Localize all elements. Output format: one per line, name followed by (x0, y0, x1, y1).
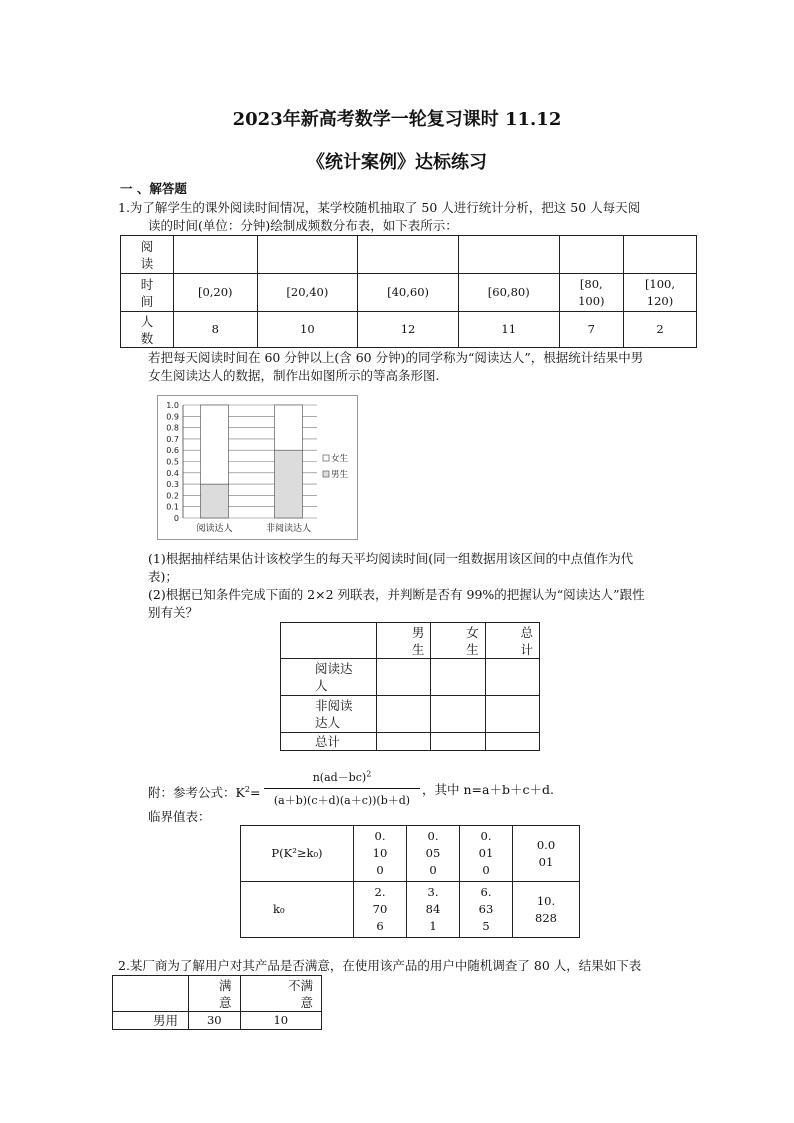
header-char: 总 (520, 624, 533, 640)
y-tick-label: 0 (173, 514, 179, 523)
y-tick-label: 0.7 (166, 434, 179, 444)
header-char: 男 (411, 624, 425, 640)
q1-after-line2: 女生阅读达人的数据，制作出如图所示的等高条形图. (148, 368, 440, 383)
table-cell (431, 696, 485, 733)
value-part: 6 (376, 919, 384, 933)
doc-subtitle: 《统计案例》达标练习 (307, 152, 487, 173)
count-cell: 2 (623, 312, 696, 348)
row-header-char: 阅 (140, 238, 154, 254)
row-header-char: 数 (140, 330, 154, 346)
critical-value-table (240, 825, 580, 938)
count-cell: 8 (174, 312, 258, 348)
table-cell (458, 236, 559, 274)
q1-part1-line1: (1)根据抽样结果估计该校学生的每天平均阅读时间(同一组数据用该区间的中点值作为代 (148, 551, 634, 566)
k-value-cell (407, 882, 460, 938)
legend-swatch (323, 455, 329, 461)
value-part: 84 (425, 902, 441, 916)
row-label-part: 达人 (315, 715, 341, 730)
frequency-table (120, 235, 697, 348)
value-part: 01 (478, 846, 494, 860)
y-tick-label: 0.2 (166, 491, 179, 501)
formula-suffix: ，其中 n=a＋b＋c＋d. (422, 782, 554, 797)
value-part: 0 (429, 863, 437, 877)
row-label-total: 总计 (281, 733, 377, 751)
row-header-char: 读 (140, 255, 154, 271)
value-part: 05 (425, 846, 441, 860)
y-tick-label: 0.1 (166, 502, 179, 512)
table-cell (113, 976, 189, 1012)
value-part: 1 (429, 919, 437, 933)
row-header-char: 时 (140, 276, 154, 292)
numerator-text: n(ad－bc) (312, 771, 367, 784)
value-part: 70 (372, 902, 388, 916)
col-header-satisfied (189, 976, 241, 1012)
col-header-female (431, 623, 485, 659)
table-cell (377, 733, 431, 751)
header-part: 满 (219, 977, 232, 993)
k-value-cell (354, 882, 407, 938)
interval-cell: [40,60) (358, 274, 459, 312)
row-header-char: 间 (140, 293, 154, 309)
legend-label: 女生 (331, 454, 349, 464)
row-header-char: 人 (140, 313, 154, 329)
value-part: 01 (538, 854, 554, 869)
table-cell (431, 659, 485, 696)
row-label-part: 非阅读 (315, 698, 353, 713)
y-tick-label: 0.8 (166, 423, 179, 433)
formula-prefix-text: 附：参考公式：K (148, 785, 245, 801)
interval-part: 100) (578, 293, 605, 308)
bar-segment-male (201, 484, 229, 518)
interval-cell: [0,20) (174, 274, 258, 312)
value-part: 10 (372, 846, 388, 860)
k-label-cell: k₀ (241, 882, 354, 938)
p-value-cell (460, 826, 513, 882)
p-value-cell (407, 826, 460, 882)
numerator-exponent: 2 (366, 769, 372, 779)
contingency-table (280, 622, 540, 751)
value-cell: 10 (240, 1012, 321, 1030)
legend-label: 男生 (331, 470, 349, 480)
table-cell (281, 623, 377, 659)
value-part: 0. (480, 829, 492, 843)
bar-segment-male (275, 450, 303, 518)
q1-intro-line2: 读的时间(单位：分钟)绘制成频数分布表，如下表所示： (148, 218, 458, 233)
header-char: 女 (466, 624, 479, 640)
row-label-reader (281, 659, 377, 696)
table-cell (485, 696, 539, 733)
fraction-bar (264, 788, 420, 789)
table-cell (174, 236, 258, 274)
p-label-cell: P(K²≥k₀) (241, 826, 354, 882)
table-cell (485, 659, 539, 696)
value-part: 3. (427, 885, 439, 899)
row-label-part: 阅读达 (315, 661, 353, 676)
q2-intro: 2.某厂商为了解用户对其产品是否满意，在使用该产品的用户中随机调查了 80 人，结果如下表 (118, 958, 642, 973)
interval-cell (559, 274, 623, 312)
value-part: 0.0 (536, 837, 556, 852)
formula-denominator: (a＋b)(c＋d)(a＋c))(b＋d) (273, 794, 411, 807)
formula-exponent: 2 (244, 785, 250, 794)
row-header-time (121, 274, 174, 312)
table-cell (377, 696, 431, 733)
critical-table-label: 临界值表： (148, 809, 211, 824)
interval-cell: [20,40) (257, 274, 358, 312)
y-tick-label: 0.9 (166, 412, 179, 422)
bar-segment-female (275, 405, 303, 450)
table-cell (559, 236, 623, 274)
count-cell: 11 (458, 312, 559, 348)
row-label-non-reader (281, 696, 377, 733)
row-label-part: 人 (315, 678, 328, 693)
y-tick-label: 0.3 (166, 480, 179, 490)
value-part: 6. (480, 885, 492, 899)
interval-cell: [60,80) (458, 274, 559, 312)
header-char: 计 (520, 641, 533, 657)
table-cell (431, 733, 485, 751)
bar-segment-female (201, 405, 229, 484)
col-header-unsatisfied (240, 976, 321, 1012)
q1-part2-line1: (2)根据已知条件完成下面的 2×2 列联表，并判断是否有 99%的把握认为“阅读达人”跟性 (148, 587, 645, 602)
category-label: 阅读达人 (196, 524, 233, 534)
satisfaction-table (112, 975, 322, 1030)
y-tick-label: 1.0 (166, 401, 179, 410)
count-cell: 10 (257, 312, 358, 348)
value-cell: 30 (189, 1012, 241, 1030)
formula-prefix (148, 781, 260, 802)
interval-part: [80, (579, 276, 603, 291)
count-cell: 7 (559, 312, 623, 348)
table-cell (358, 236, 459, 274)
table-cell (485, 733, 539, 751)
interval-cell (623, 274, 696, 312)
stacked-bar-chart (157, 395, 358, 540)
value-part: 2. (374, 885, 386, 899)
legend-swatch (323, 471, 329, 477)
q1-part2-line2: 别有关？ (148, 605, 199, 620)
header-char: 生 (466, 641, 479, 657)
value-part: 5 (482, 919, 490, 933)
k-value-cell (460, 882, 513, 938)
y-tick-label: 0.5 (166, 457, 179, 467)
k-value-cell (513, 882, 580, 938)
formula-equals: = (249, 785, 261, 801)
value-part: 63 (478, 902, 494, 916)
table-cell (377, 659, 431, 696)
header-part: 意 (300, 994, 313, 1010)
row-label-male: 男用 (113, 1012, 189, 1030)
value-part: 10. (536, 893, 556, 908)
header-part: 不满 (287, 977, 313, 993)
q1-after-line1: 若把每天阅读时间在 60 分钟以上(含 60 分钟)的同学称为“阅读达人”，根据统计结果中男 (148, 350, 644, 365)
row-header-reading (121, 236, 174, 274)
table-cell (257, 236, 358, 274)
header-char: 生 (411, 641, 425, 657)
header-part: 意 (219, 994, 232, 1010)
q1-intro-line1: 1.为了解学生的课外阅读时间情况，某学校随机抽取了 50 人进行统计分析，把这 50 人每天阅 (118, 200, 641, 215)
value-part: 0. (374, 829, 386, 843)
chart-y-ticks (166, 401, 179, 523)
col-header-male (377, 623, 431, 659)
row-header-count (121, 312, 174, 348)
table-cell (623, 236, 696, 274)
doc-title: 2023年新高考数学一轮复习课时 11.12 (232, 109, 562, 130)
interval-part: [100, (644, 276, 676, 291)
p-value-cell (513, 826, 580, 882)
p-value-cell (354, 826, 407, 882)
value-part: 0 (482, 863, 490, 877)
y-tick-label: 0.4 (166, 468, 179, 478)
q1-part1-line2: 表)； (148, 569, 178, 584)
section-heading: 一 、解答题 (120, 181, 187, 196)
value-part: 828 (535, 910, 557, 925)
category-label: 非阅读达人 (265, 524, 312, 534)
interval-part: 120) (646, 293, 674, 308)
value-part: 0. (427, 829, 439, 843)
col-header-total (485, 623, 539, 659)
value-part: 0 (376, 863, 384, 877)
y-tick-label: 0.6 (166, 446, 179, 456)
count-cell: 12 (358, 312, 459, 348)
formula-numerator (264, 769, 420, 785)
